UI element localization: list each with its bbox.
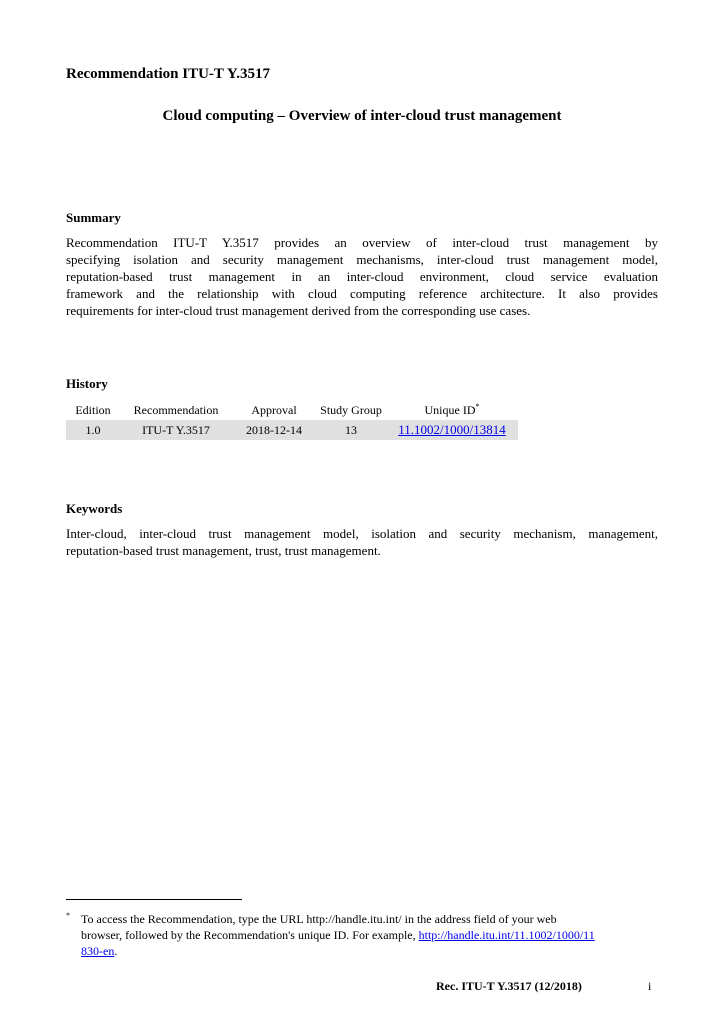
summary-heading: Summary xyxy=(66,210,121,225)
example-link-part-1[interactable]: http://handle.itu.int/11.1002/1000/11 xyxy=(418,928,595,942)
column-header-study-group: Study Group xyxy=(320,402,382,417)
summary-line: requirements for inter-cloud trust management derived from the corresponding use cases. xyxy=(66,303,531,318)
footnote xyxy=(66,911,658,959)
footnote-line-1: To access the Recommendation, type the URL http://handle.itu.int/ in the address field of your web xyxy=(81,912,557,926)
footnote-line-2 xyxy=(81,927,658,943)
unique-id-footnote-mark: * xyxy=(475,401,480,411)
column-header-recommendation: Recommendation xyxy=(133,402,219,417)
keywords-heading: Keywords xyxy=(66,501,123,516)
history-table xyxy=(66,400,518,440)
cell-approval: 2018-12-14 xyxy=(232,420,316,440)
footnote-line-3 xyxy=(81,943,658,959)
main-title: Cloud computing – Overview of inter-cloud trust management xyxy=(162,108,562,124)
history-heading: History xyxy=(66,376,108,391)
cell-recommendation: ITU-T Y.3517 xyxy=(120,420,232,440)
footnote-divider xyxy=(66,899,242,900)
keywords-line: Inter-cloud, inter-cloud trust management model, isolation and security mechanism, management, xyxy=(66,526,658,541)
footnote-mark: * xyxy=(66,911,70,920)
footer-reference: Rec. ITU-T Y.3517 (12/2018) xyxy=(436,979,582,993)
recommendation-title: Recommendation ITU-T Y.3517 xyxy=(66,66,271,82)
table-row xyxy=(66,420,518,440)
history-header-row xyxy=(66,400,518,420)
summary-paragraph xyxy=(66,234,658,319)
keywords-line: reputation-based trust management, trust, trust management. xyxy=(66,543,381,558)
footnote-body xyxy=(81,911,658,959)
summary-line: reputation-based trust management in an inter-cloud environment, cloud service evaluation xyxy=(66,269,658,284)
summary-line: framework and the relationship with cloud computing reference architecture. It also provides xyxy=(66,286,658,301)
cell-unique-id xyxy=(386,420,518,440)
column-header-approval: Approval xyxy=(251,402,297,417)
page-number: i xyxy=(648,979,652,993)
cell-study-group: 13 xyxy=(316,420,386,440)
unique-id-link[interactable]: 11.1002/1000/13814 xyxy=(398,422,506,437)
example-link-part-2[interactable]: 830-en xyxy=(81,944,115,958)
column-header-unique-id xyxy=(386,400,518,420)
unique-id-header-label: Unique ID xyxy=(424,402,476,417)
keywords-paragraph xyxy=(66,525,658,559)
footnote-line-2-text: browser, followed by the Recommendation's unique ID. For example, xyxy=(81,928,419,942)
footnote-line-3-end: . xyxy=(114,944,118,958)
summary-line: Recommendation ITU-T Y.3517 provides an overview of inter-cloud trust management by xyxy=(66,235,658,250)
summary-line: specifying isolation and security management mechanisms, inter-cloud trust management model, xyxy=(66,252,658,267)
cell-edition: 1.0 xyxy=(66,420,120,440)
column-header-edition: Edition xyxy=(75,402,111,417)
